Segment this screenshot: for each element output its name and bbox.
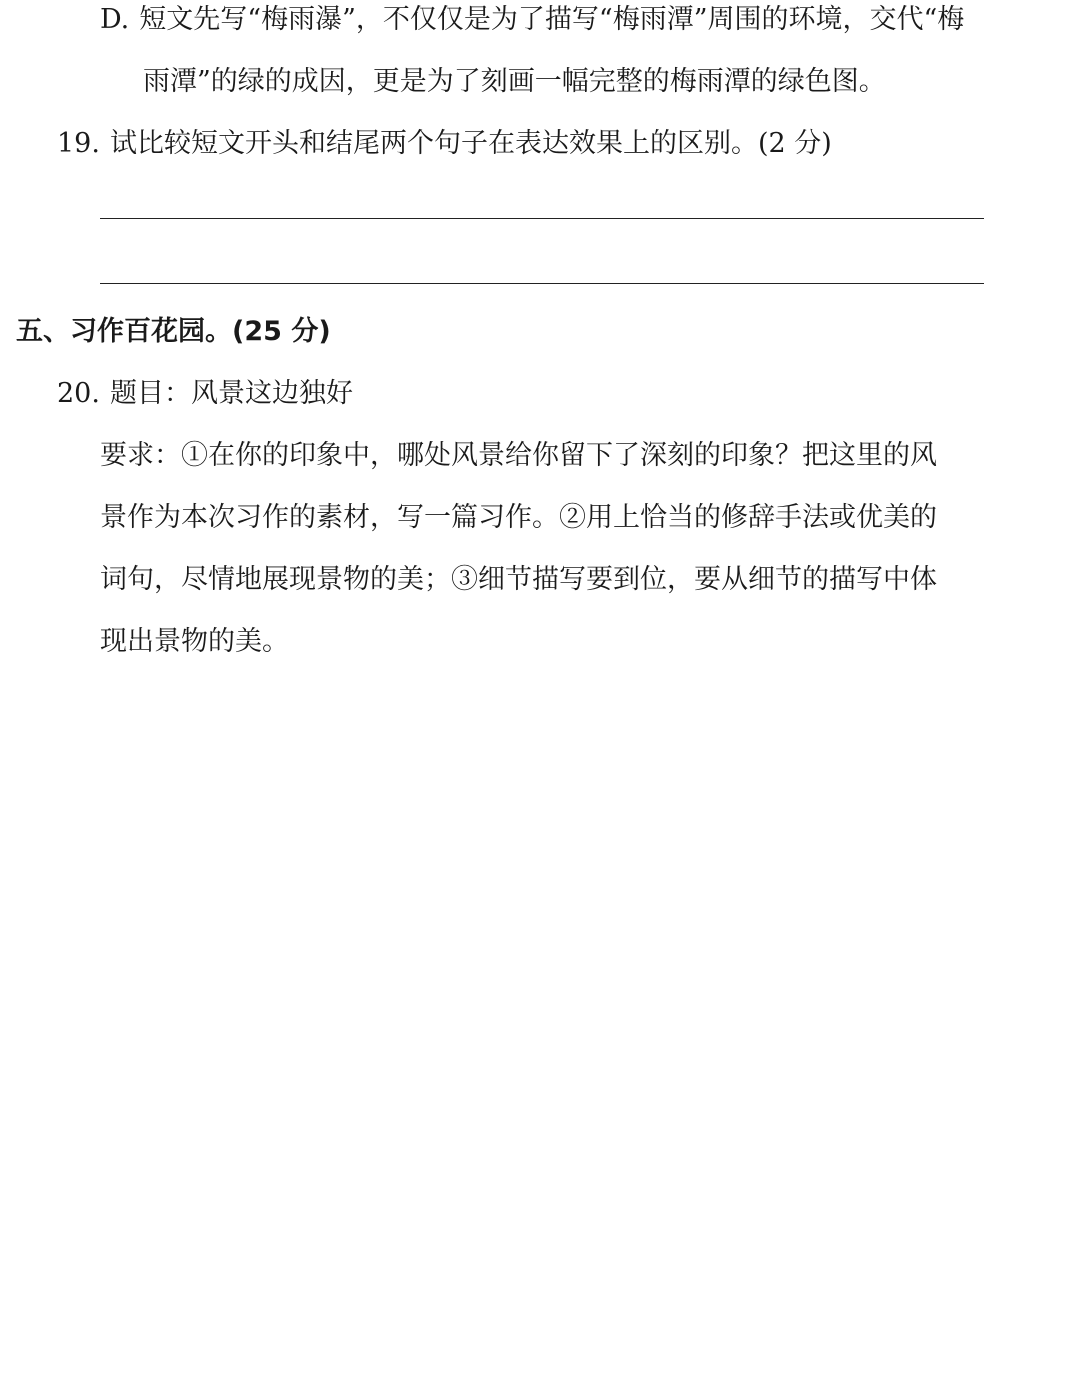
option-d-line-2: 雨潭”的绿的成因，更是为了刻画一幅完整的梅雨潭的绿色图。 <box>143 66 886 97</box>
question-19-number: 19. <box>57 128 100 159</box>
requirement-line-2: 景作为本次习作的素材，写一篇习作。②用上恰当的修辞手法或优美的 <box>100 502 937 533</box>
question-20-number: 20. <box>57 378 100 409</box>
option-d-text-1: 短文先写“梅雨瀑”，不仅仅是为了描写“梅雨潭”周围的环境，交代“梅 <box>139 4 965 35</box>
question-19-text: 试比较短文开头和结尾两个句子在表达效果上的区别。(2 分) <box>109 128 832 159</box>
question-19 <box>57 126 832 162</box>
section-5-heading: 五、习作百花园。(25 分) <box>16 316 331 347</box>
requirement-line-1: 要求：①在你的印象中，哪处风景给你留下了深刻的印象？把这里的风 <box>100 440 937 471</box>
question-20-topic: 题目：风景这边独好 <box>109 378 353 409</box>
option-d-label: D. <box>100 4 130 35</box>
requirement-line-3: 词句，尽情地展现景物的美；③细节描写要到位，要从细节的描写中体 <box>100 564 937 595</box>
question-20 <box>57 376 353 412</box>
option-d-line-1 <box>100 2 964 38</box>
answer-line-2[interactable] <box>100 283 984 284</box>
requirement-line-4: 现出景物的美。 <box>100 626 289 657</box>
answer-line-1[interactable] <box>100 218 984 219</box>
